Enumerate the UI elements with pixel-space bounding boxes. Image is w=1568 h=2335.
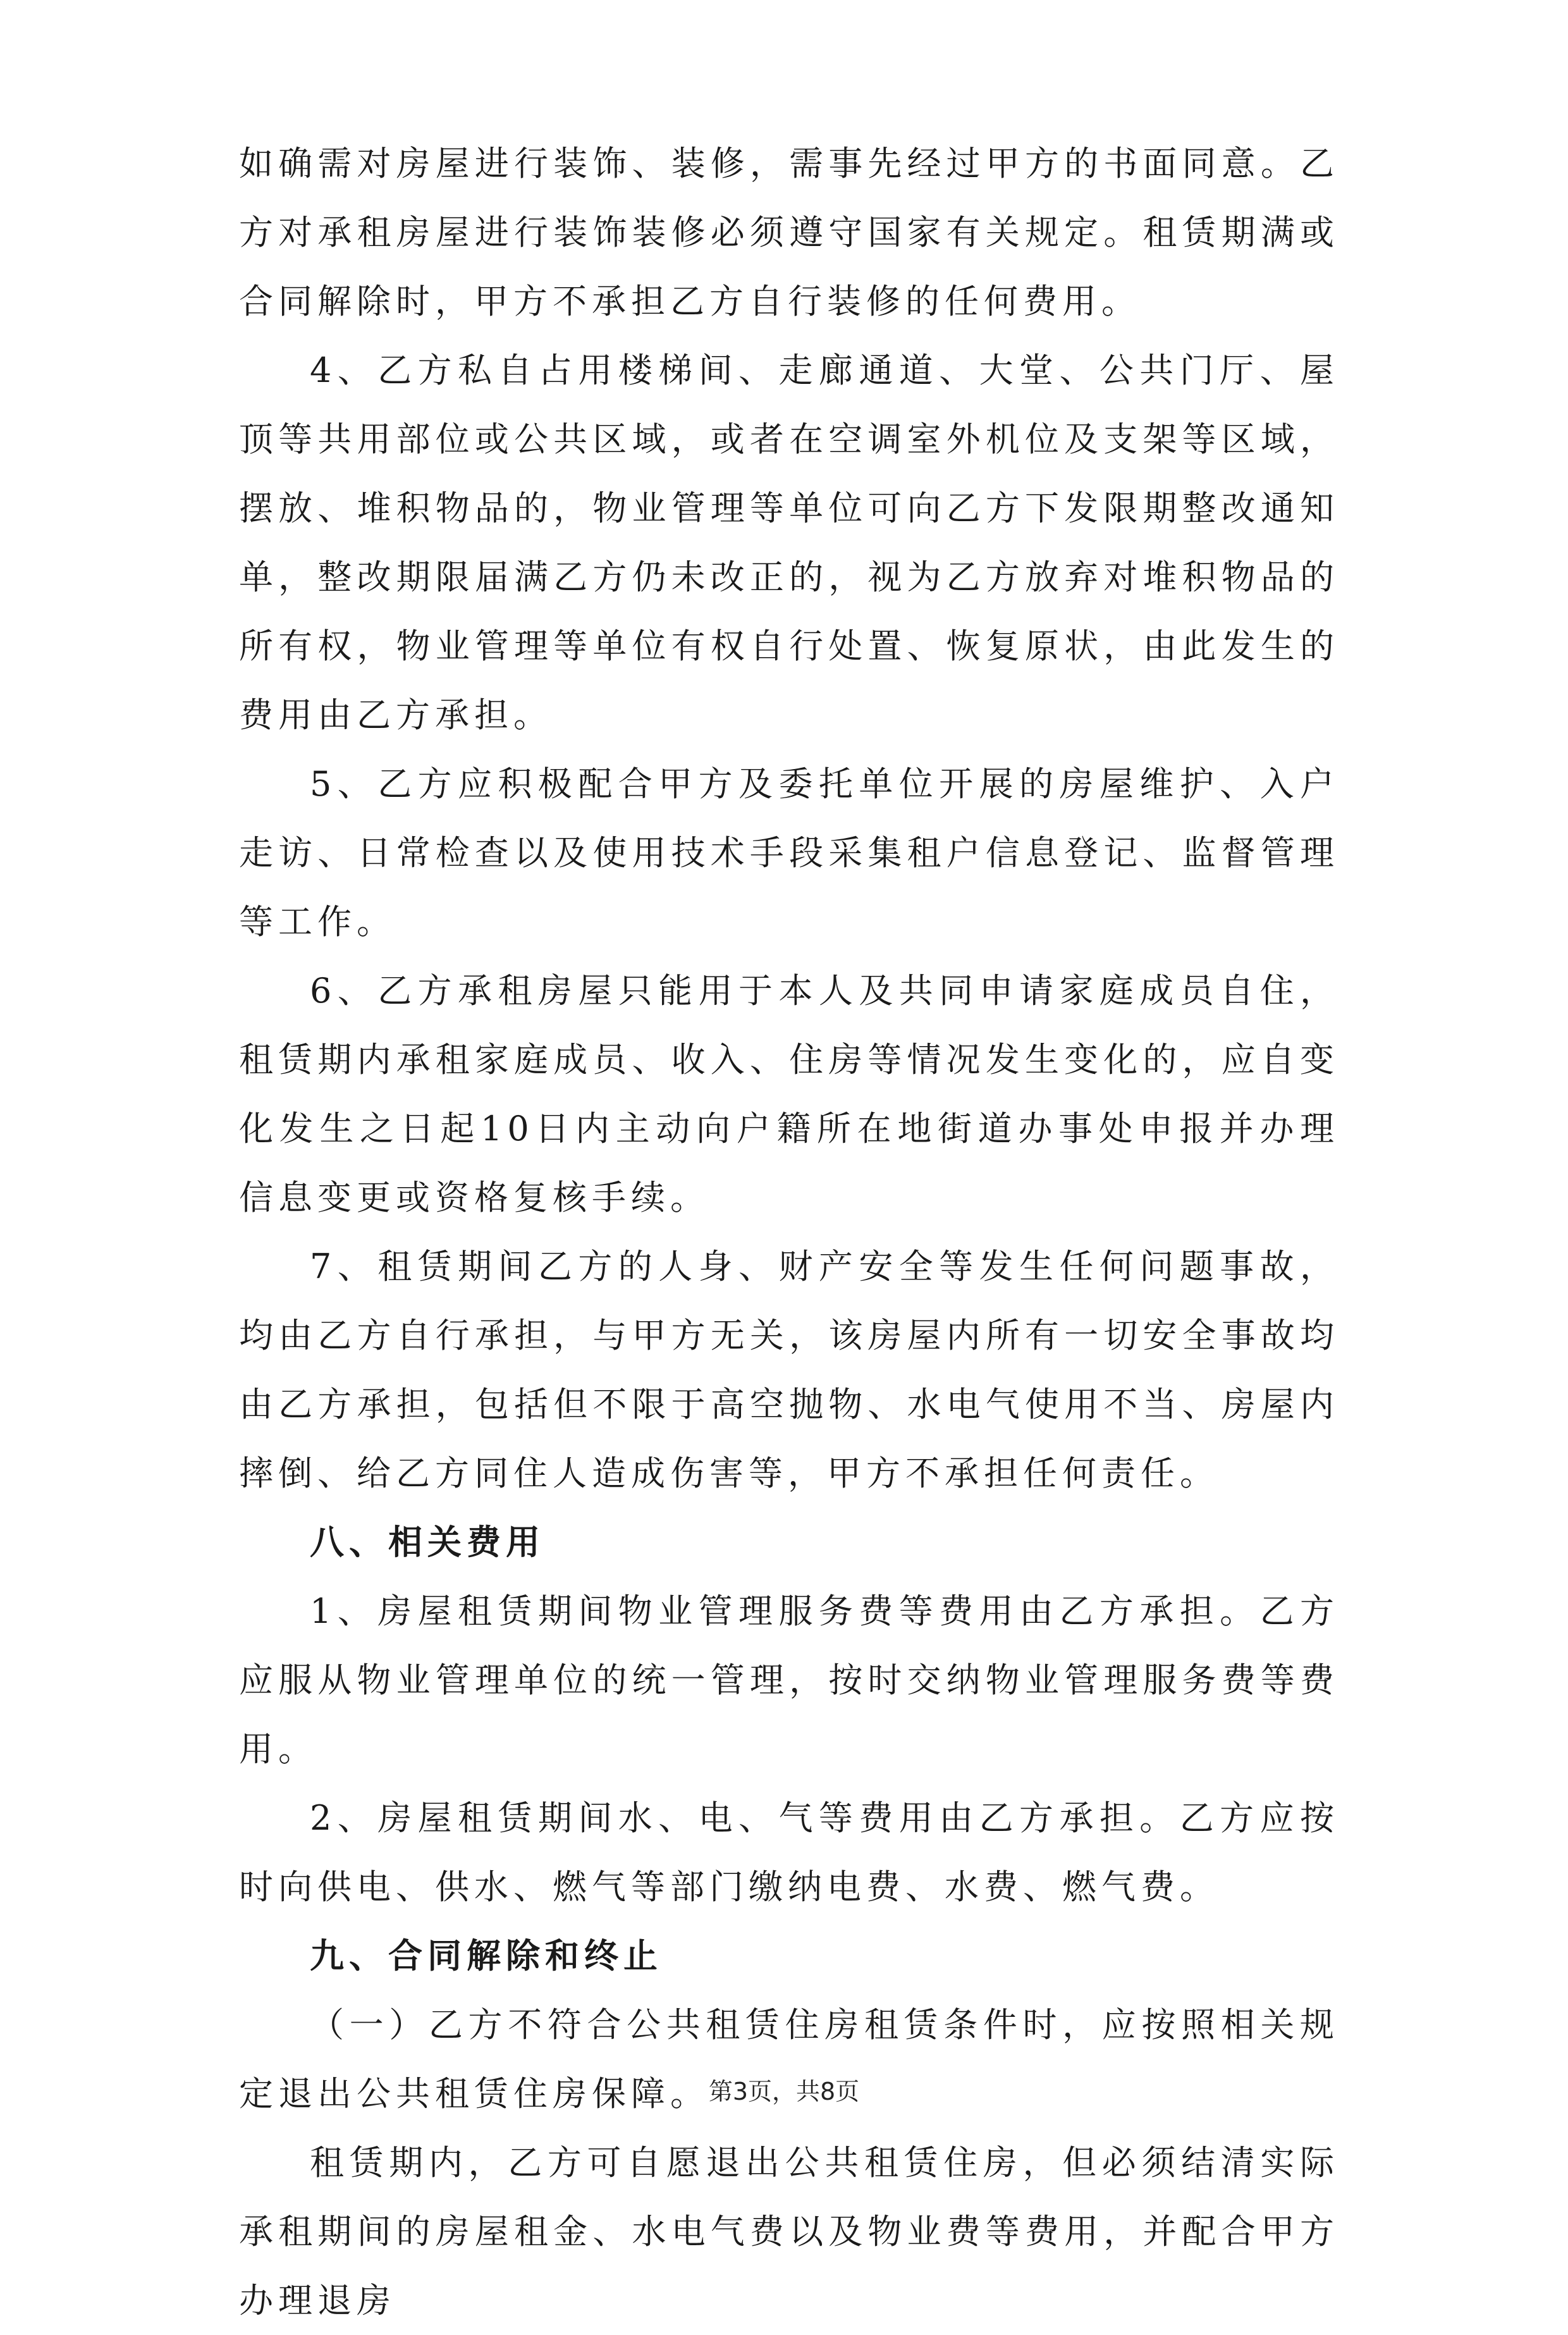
- paragraph-item-5: 5、乙方应积极配合甲方及委托单位开展的房屋维护、入户走访、日常检查以及使用技术手段采集租户信息登记、监督管理等工作。: [239, 764, 1339, 942]
- section-heading-8: 八、相关费用: [310, 1522, 545, 1562]
- paragraph-continued: 如确需对房屋进行装饰、装修，需事先经过甲方的书面同意。乙方对承租房屋进行装饰装修必须遵守国家有关规定。租赁期满或合同解除时，甲方不承担乙方自行装修的任何费用。: [239, 144, 1339, 321]
- paragraph-fee-1: 1、房屋租赁期间物业管理服务费等费用由乙方承担。乙方应服从物业管理单位的统一管理，按时交纳物业管理服务费等费用。: [239, 1591, 1339, 1769]
- document-body: [239, 129, 1339, 2335]
- paragraph-item-4: 4、乙方私自占用楼梯间、走廊通道、大堂、公共门厅、屋顶等共用部位或公共区域，或者在空调室外机位及支架等区域，摆放、堆积物品的，物业管理等单位可向乙方下发限期整改通知单，整改期限届满乙方仍未改正的，视为乙方放弃对堆积物品的所有权，物业管理等单位有权自行处置、恢复原状，由此发生的费用由乙方承担。: [239, 350, 1339, 735]
- paragraph-voluntary-exit: 租赁期内，乙方可自愿退出公共租赁住房，但必须结清实际承租期间的房屋租金、水电气费以及物业费等费用，并配合甲方办理退房: [239, 2143, 1339, 2320]
- section-heading-9: 九、合同解除和终止: [310, 1936, 663, 1976]
- paragraph-termination-1: （一）乙方不符合公共租赁住房租赁条件时，应按照相关规定退出公共租赁住房保障。: [239, 2005, 1339, 2114]
- paragraph-fee-2: 2、房屋租赁期间水、电、气等费用由乙方承担。乙方应按时向供电、供水、燃气等部门缴纳电费、水费、燃气费。: [239, 1798, 1339, 1907]
- paragraph-item-6: 6、乙方承租房屋只能用于本人及共同申请家庭成员自住，租赁期内承租家庭成员、收入、住房等情况发生变化的，应自变化发生之日起10日内主动向户籍所在地街道办事处申报并办理信息变更或资格复核手续。: [239, 971, 1339, 1217]
- page-number-footer: 第3页，共8页: [708, 2078, 860, 2105]
- paragraph-item-7: 7、租赁期间乙方的人身、财产安全等发生任何问题事故，均由乙方自行承担，与甲方无关，该房屋内所有一切安全事故均由乙方承担，包括但不限于高空抛物、水电气使用不当、房屋内摔倒、给乙方同住人造成伤害等，甲方不承担任何责任。: [239, 1247, 1339, 1493]
